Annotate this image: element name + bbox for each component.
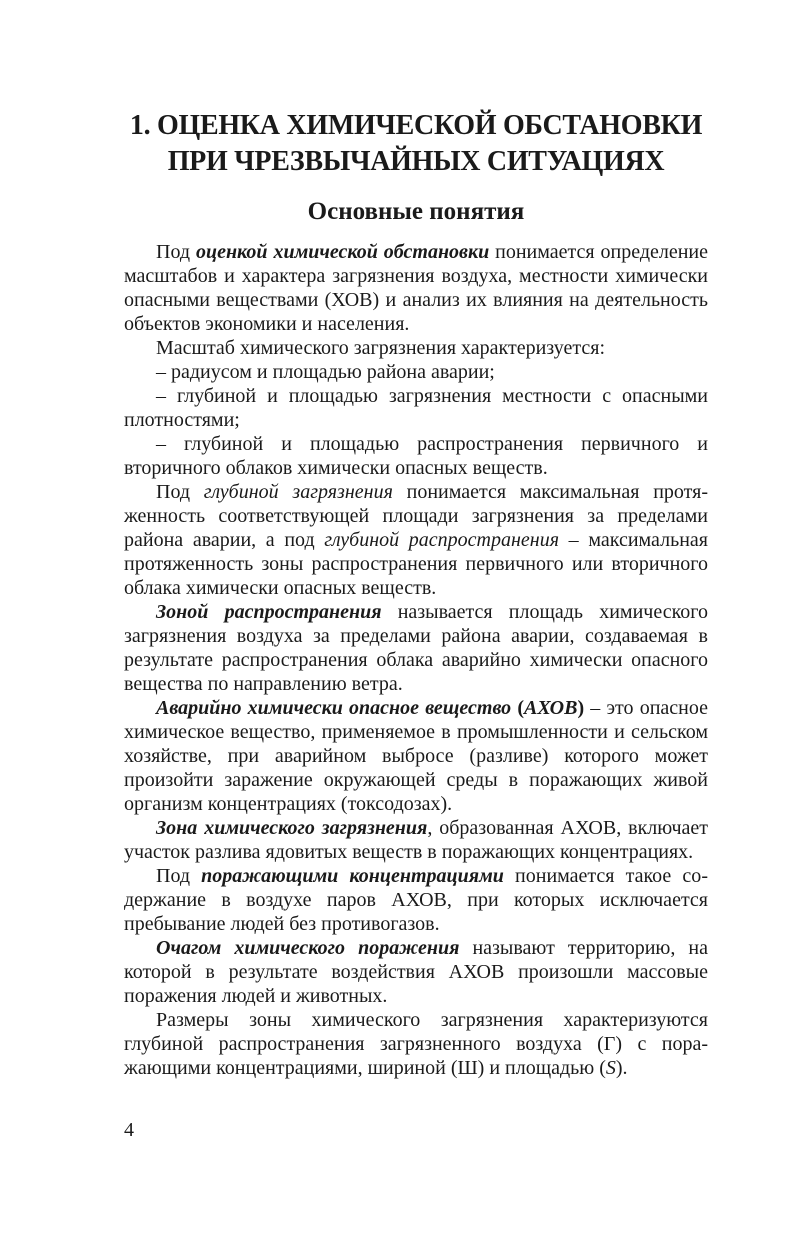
variable-area-s: S [605,1057,616,1079]
paragraph-zone-dimensions: Размеры зоны химического загрязнения характеризуются глубиной распространения загрязненного воздуха (Г) с поражающими концентрациями, шириной (Ш) и площадью (S). [124,1009,708,1079]
chapter-title-line-1: 1. ОЦЕНКА ХИМИЧЕСКОЙ ОБСТАНОВКИ [129,110,703,141]
paragraph-ahov-definition: Аварийно химически опасное вещество (АХОВ) – это опасное химическое вещество, применяемое в промышленности и сельском хозяйстве, при аварийном выбросе (разливе) которого может произойти заражение окружающей среды в поражающих живой организм концентрациях (токсодозах). [124,697,708,815]
paragraph-depth-definitions: Под глубиной загрязнения понимается максимальная протяженность соответствующей площади загрязнения за пределами района аварии, а под глубиной распространения – максимальная протяженность зоны распространения первичного или вторичного облака химически опасных веществ. [124,481,708,599]
list-item-clouds: – глубиной и площадью распространения первичного и вторичного облаков химически опасных веществ. [124,433,708,479]
section-title: Основные понятия [307,198,525,225]
term-spread-depth: глубиной распространения [324,529,560,551]
term-spread-zone: Зоной распространения [156,601,382,623]
chapter-title-line-2: ПРИ ЧРЕЗВЫЧАЙНЫХ СИТУАЦИЯХ [167,146,665,177]
list-item-radius: – радиусом и площадью района аварии; [156,361,495,383]
list-item-depth-area: – глубиной и площадью загрязнения местности с опасными плотностями; [124,385,708,431]
term-ahov: Аварийно химически опасное вещество [156,697,512,719]
term-ahov-abbr: АХОВ [523,697,578,719]
paragraph-contamination-zone: Зона химического загрязнения, образованная АХОВ, включает участок разлива ядовитых веществ в поражающих концентрациях. [124,817,708,863]
page-number: 4 [124,1119,134,1141]
term-assessment: оценкой химической обстановки [195,241,490,263]
paragraph-assessment-definition: Под оценкой химической обстановки понимается определение масштабов и характера загрязнения воздуха, местности химически опасными веществами (ХОВ) и анализ их влияния на деятельность объектов экономики и населения. [124,241,709,335]
term-contamination-depth: глубиной загрязнения [203,481,393,503]
paragraph-spread-zone: Зоной распространения называется площадь химического загрязнения воздуха за пределами района аварии, создаваемая в результате распространения облака аварийно химически опасного вещества по направлению ветра. [124,601,708,695]
paragraph-scale-intro: Масштаб химического загрязнения характеризуется: [156,337,605,359]
chapter-title [100,108,732,180]
term-contamination-zone: Зона химического загрязнения [156,817,428,839]
paragraph-lethal-concentrations: Под поражающими концентрациями понимается такое содержание в воздухе паров АХОВ, при которых исключается пребывание людей без противогазов. [124,865,708,935]
paragraph-lesion-focus: Очагом химического поражения называют территорию, на которой в результате воздействия АХОВ произошли массовые поражения людей и животных. [124,937,708,1007]
body-text [124,240,708,1080]
term-lesion-focus: Очагом химического поражения [156,937,460,959]
term-lethal-concentrations: поражающими концентрациями [201,865,504,887]
